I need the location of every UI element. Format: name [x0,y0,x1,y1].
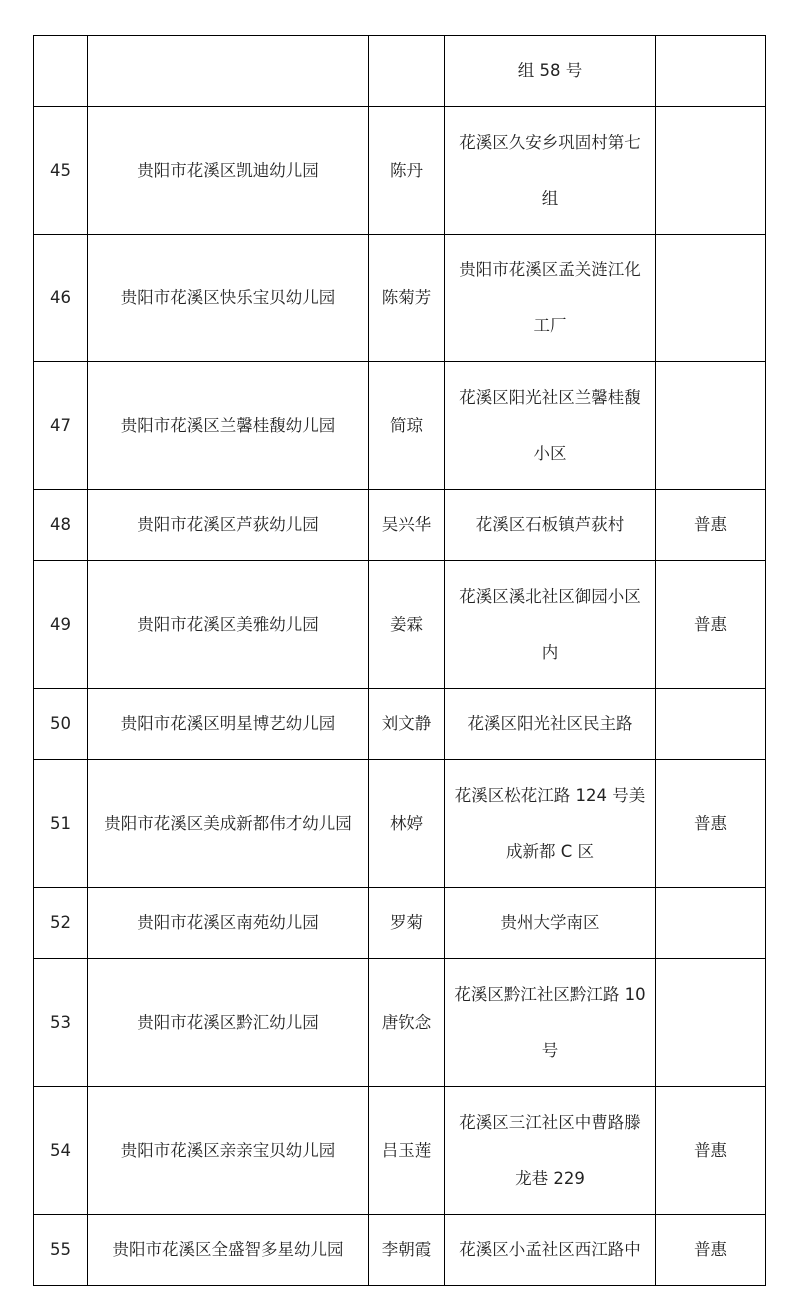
address-line: 花溪区溪北社区御园小区 [459,586,641,606]
table-row [34,888,766,959]
address-line: 内 [541,642,559,662]
row-number: 52 [34,888,88,959]
address-line: 成新都 C 区 [505,841,594,861]
address-line: 贵阳市花溪区孟关涟江化 [459,260,641,279]
kindergarten-type [656,107,766,235]
address-line: 工厂 [533,316,567,335]
address-cell [445,888,656,959]
address-line: 花溪区小孟社区西江路中 [459,1240,641,1259]
kindergarten-name: 贵阳市花溪区美雅幼儿园 [88,561,369,689]
address-line: 小区 [533,443,567,463]
kindergarten-type [656,888,766,959]
row-number: 47 [34,362,88,490]
address-cell [445,1215,656,1286]
address-cell [445,235,656,362]
kindergarten-name: 贵阳市花溪区美成新都伟才幼儿园 [88,760,369,888]
row-number: 49 [34,561,88,689]
row-number: 55 [34,1215,88,1286]
principal-name: 刘文静 [369,689,445,760]
address-cell [445,760,656,888]
kindergarten-type: 普惠 [656,760,766,888]
kindergarten-name: 贵阳市花溪区芦荻幼儿园 [88,490,369,561]
table-row [34,760,766,888]
kindergarten-table [33,35,766,1286]
kindergarten-type [656,689,766,760]
principal-name: 吴兴华 [369,490,445,561]
kindergarten-table-body [34,36,766,1286]
principal-name: 唐钦念 [369,959,445,1087]
kindergarten-type [656,36,766,107]
table-row [34,561,766,689]
address-line: 花溪区久安乡巩固村第七 [459,132,641,152]
row-number: 50 [34,689,88,760]
principal-name: 林婷 [369,760,445,888]
principal-name: 姜霖 [369,561,445,689]
principal-name: 陈丹 [369,107,445,235]
row-number: 46 [34,235,88,362]
principal-name: 吕玉莲 [369,1087,445,1215]
table-row [34,36,766,107]
kindergarten-type: 普惠 [656,1087,766,1215]
row-number: 51 [34,760,88,888]
row-number: 54 [34,1087,88,1215]
address-line: 花溪区松花江路 124 号美 [454,785,646,805]
address-line: 号 [541,1040,559,1060]
address-cell [445,561,656,689]
address-line: 龙巷 229 [515,1168,585,1188]
kindergarten-name: 贵阳市花溪区全盛智多星幼儿园 [88,1215,369,1286]
principal-name: 罗菊 [369,888,445,959]
table-row [34,959,766,1087]
kindergarten-name [88,36,369,107]
kindergarten-type [656,362,766,490]
kindergarten-name: 贵阳市花溪区南苑幼儿园 [88,888,369,959]
address-line: 组 [541,188,559,208]
address-line: 花溪区三江社区中曹路滕 [459,1112,641,1132]
address-line: 花溪区阳光社区民主路 [467,714,633,733]
kindergarten-name: 贵阳市花溪区凯迪幼儿园 [88,107,369,235]
kindergarten-type: 普惠 [656,561,766,689]
principal-name: 简琼 [369,362,445,490]
table-row [34,689,766,760]
address-cell [445,1087,656,1215]
row-number: 48 [34,490,88,561]
table-row [34,490,766,561]
table-row [34,107,766,235]
address-cell [445,36,656,107]
address-cell [445,959,656,1087]
kindergarten-name: 贵阳市花溪区亲亲宝贝幼儿园 [88,1087,369,1215]
principal-name: 陈菊芳 [369,235,445,362]
row-number: 45 [34,107,88,235]
address-line: 组 58 号 [517,61,583,80]
kindergarten-name: 贵阳市花溪区黔汇幼儿园 [88,959,369,1087]
address-cell [445,689,656,760]
kindergarten-type: 普惠 [656,490,766,561]
address-cell [445,107,656,235]
principal-name [369,36,445,107]
row-number: 53 [34,959,88,1087]
kindergarten-type: 普惠 [656,1215,766,1286]
kindergarten-name: 贵阳市花溪区兰馨桂馥幼儿园 [88,362,369,490]
address-cell [445,490,656,561]
address-line: 贵州大学南区 [500,913,600,932]
kindergarten-name: 贵阳市花溪区明星博艺幼儿园 [88,689,369,760]
address-line: 花溪区黔江社区黔江路 10 [454,984,646,1004]
table-row [34,1087,766,1215]
address-line: 花溪区石板镇芦荻村 [475,515,625,534]
row-number [34,36,88,107]
table-row [34,235,766,362]
kindergarten-name: 贵阳市花溪区快乐宝贝幼儿园 [88,235,369,362]
kindergarten-type [656,959,766,1087]
table-row [34,1215,766,1286]
address-cell [445,362,656,490]
address-line: 花溪区阳光社区兰馨桂馥 [459,387,641,407]
kindergarten-type [656,235,766,362]
table-row [34,362,766,490]
principal-name: 李朝霞 [369,1215,445,1286]
